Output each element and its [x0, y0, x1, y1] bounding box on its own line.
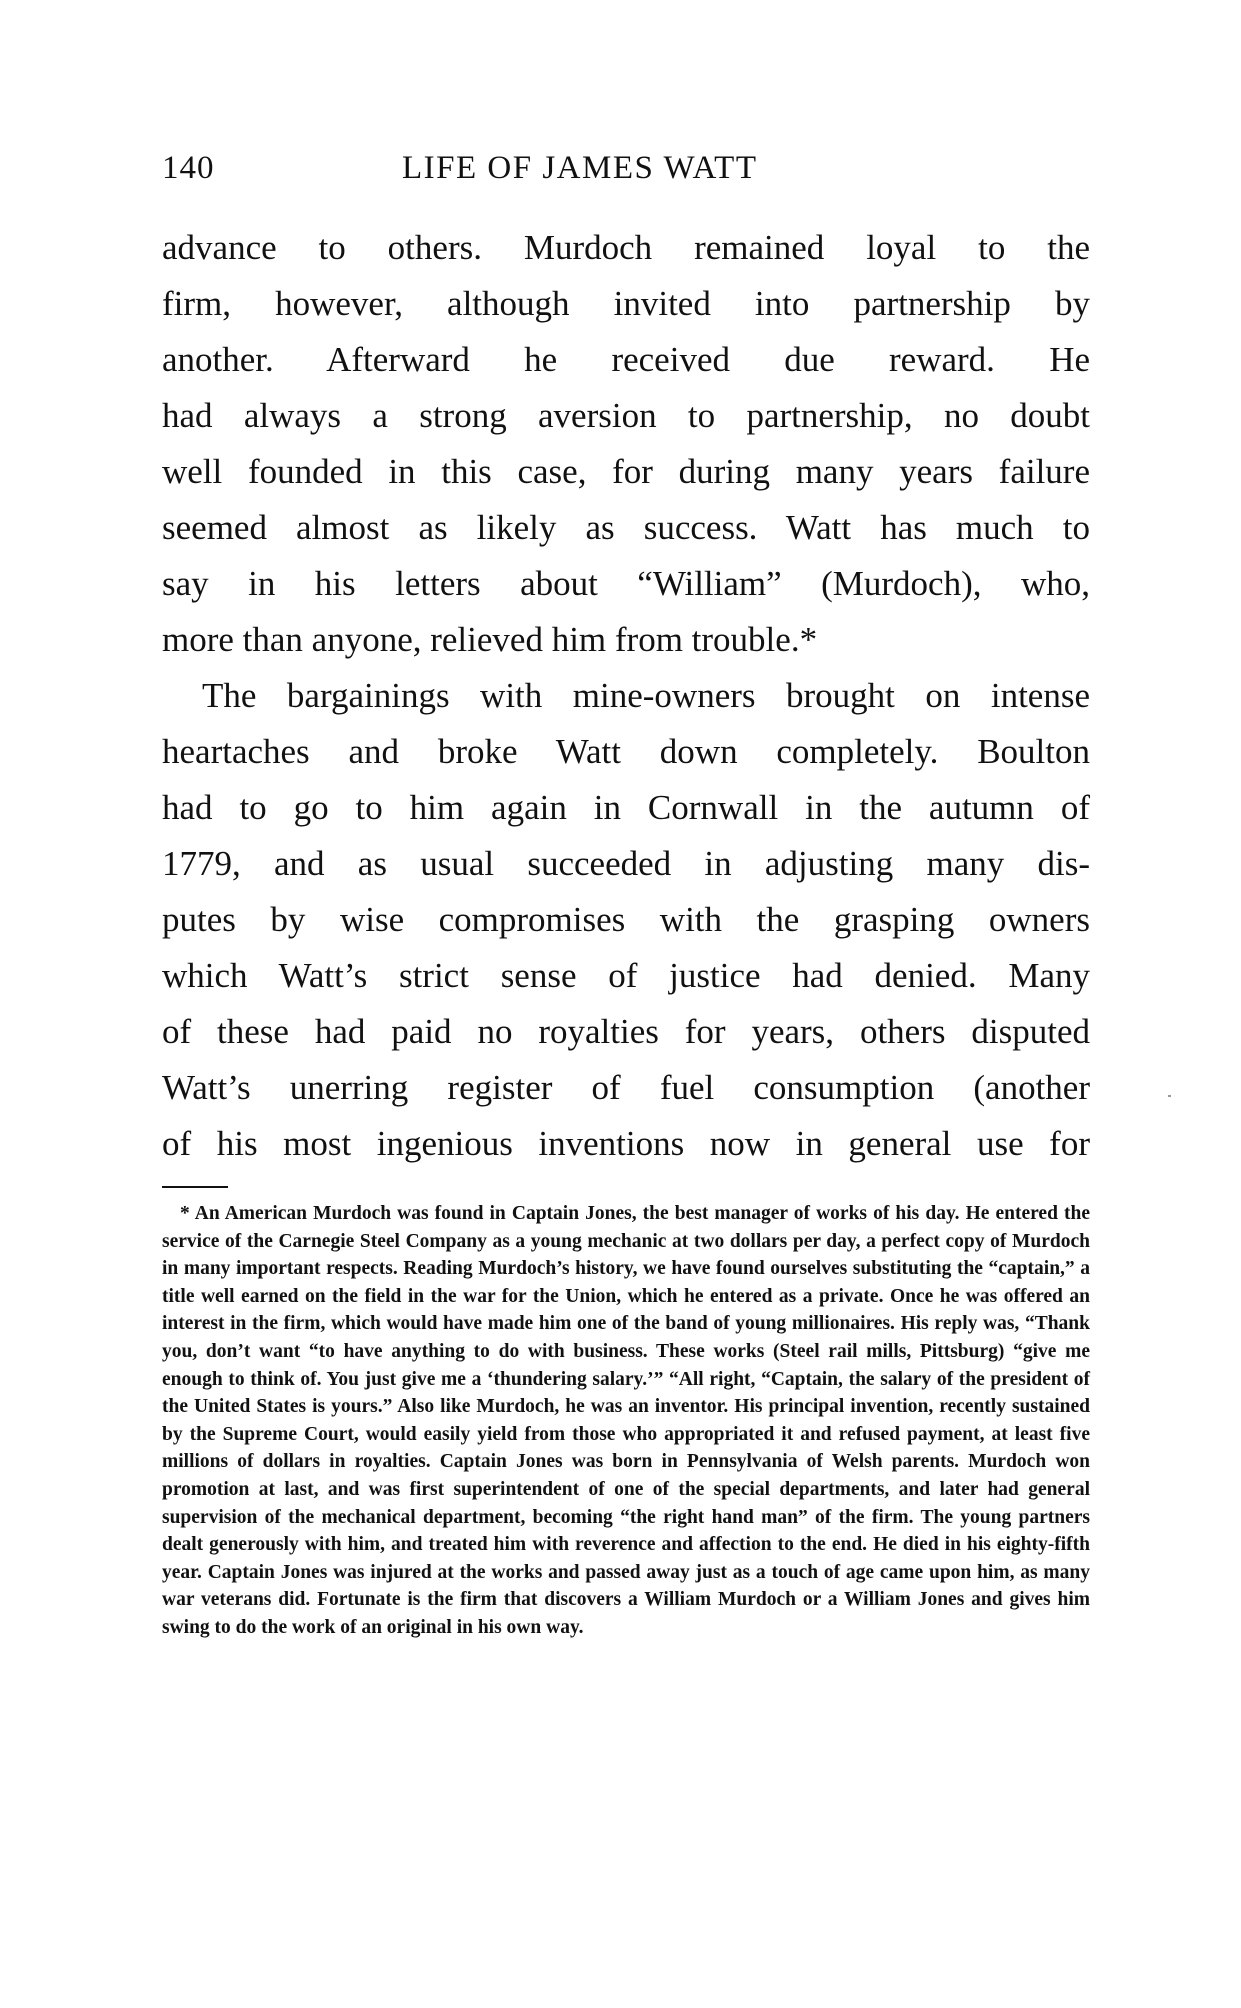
body-line: firm, however, although invited into partnership by — [162, 284, 1090, 323]
body-line: of these had paid no royalties for years, others disputed — [162, 1012, 1090, 1051]
footnote-text: An American Murdoch was found in Captain Jones, the best manager of works of his day. He entered the service of the Carnegie Steel Company as a young mechanic at two dollars per day, a perfect copy of Murdoch in many important respects. Reading Murdoch’s history, we have found ourselves substituting the “captain,” a title well earned on the field in the war for the Union, which he entered as a private. Once he was offered an interest in the firm, which would have made him one of the band of young millionaires. His reply was, “Thank you, don’t want “to have anything to do with business. These works (Steel rail mills, Pittsburg) “give me enough to think of. You just give me a ‘thundering salary.’” “All right, “Captain, the salary of the president of the United States is yours.” Also like Murdoch, he was an inventor. His principal invention, recently sustained by the Supreme Court, would easily yield from those who appropriated it and refused payment, at least five millions of dollars in royalties. Captain Jones was born in Pennsylvania of Welsh parents. Murdoch won promotion at last, and was first superintendent of one of the special departments, and later had general supervision of the mechanical department, becoming “the right hand man” of the firm. The young partners dealt generously with him, and treated him with reverence and affection to the end. He died in his eighty-fifth year. Captain Jones was injured at the works and passed away just as a touch of age came upon him, as many war veterans did. Fortunate is the firm that discovers a William Murdoch or a William Jones and gives him swing to do the work of an original in his own way. — [162, 1203, 1090, 1638]
footnote-rule — [162, 1186, 228, 1188]
body-line: The bargainings with mine-owners brought on intense — [202, 676, 1090, 715]
body-line: more than anyone, relieved him from trouble.* — [162, 620, 818, 659]
body-line: well founded in this case, for during many years failure — [162, 452, 1090, 491]
book-page — [162, 150, 1090, 1642]
body-line: which Watt’s strict sense of justice had denied. Many — [162, 956, 1090, 995]
body-line: of his most ingenious inventions now in general use for — [162, 1124, 1090, 1163]
body-line: another. Afterward he received due reward. He — [162, 340, 1090, 379]
body-line: seemed almost as likely as success. Watt has much to — [162, 508, 1090, 547]
body-line: say in his letters about “William” (Murdoch), who, — [162, 564, 1090, 603]
body-text — [162, 220, 1090, 1172]
footnote-marker: * — [180, 1203, 190, 1224]
running-title: LIFE OF JAMES WATT — [402, 150, 758, 186]
running-head — [162, 150, 1090, 202]
body-line: Watt’s unerring register of fuel consumption (another — [162, 1068, 1090, 1107]
body-line: advance to others. Murdoch remained loyal to the — [162, 228, 1090, 267]
footnote — [162, 1200, 1090, 1642]
page-smudge — [1168, 1095, 1171, 1097]
body-line: had to go to him again in Cornwall in the autumn of — [162, 788, 1090, 827]
body-line: putes by wise compromises with the grasping owners — [162, 900, 1090, 939]
page-number: 140 — [162, 150, 215, 186]
body-line: had always a strong aversion to partnership, no doubt — [162, 396, 1090, 435]
body-line: 1779, and as usual succeeded in adjusting many dis- — [162, 844, 1090, 883]
body-line: heartaches and broke Watt down completely. Boulton — [162, 732, 1090, 771]
